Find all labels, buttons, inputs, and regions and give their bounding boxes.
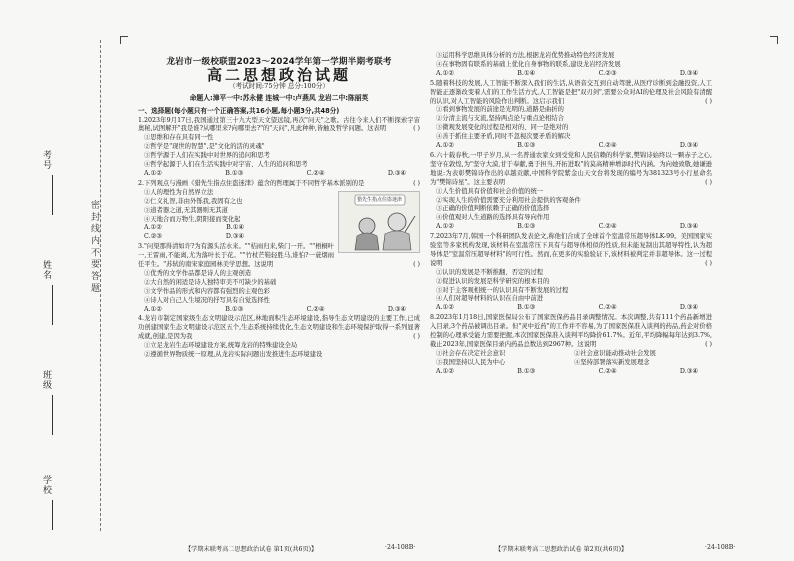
option: ①思维和存在具有同一性 [144,134,214,142]
option: ①认识的发展是不断推翻、否定的过程 [436,268,544,276]
option: ④哲学起源于人们在生活实践中对宇宙、人生的追问和思考 [144,161,308,169]
option: ③我国坚持以人民为中心 [436,358,506,366]
class-label: 班级 [41,370,51,390]
choice-a[interactable]: A.①② [436,367,454,375]
question-stem: 1.2023年9月17日,我国通过第三十九大型天文望远镜,再次"问天"之歌。古往今来人们不断探索宇宙奥秘,试图解开"我是谁?从哪里来?向哪里去?"的"天问",凡此种种,皆触及哲学问题。这表明 [138,116,420,133]
question-8 [430,314,712,376]
section-heading: 一、选择题(每小题只有一个正确答案,共16小题,每小题3分,共48分) [138,106,340,115]
option: ②社会意识能动推动社会发展 [574,349,656,357]
choice-d[interactable]: D.③④ [225,233,244,241]
answer-paren[interactable]: ( ) [413,261,420,269]
cartoon-image [338,191,420,253]
question-6 [430,152,712,232]
choice-a[interactable]: A.①② [436,69,454,77]
question-2 [138,180,420,242]
crop-mark [770,36,778,44]
option: ③微观发展变化的过程是相对的、同一是绝对的 [436,124,569,132]
choice-c[interactable]: C.②④ [598,142,617,150]
question-stem: 2.下列观点与漫画《猎先生指点住盗迷津》蕴含的哲理属于不同哲学基本派别的是 [138,179,365,187]
choice-d[interactable]: D.③④ [679,304,698,312]
choice-d[interactable]: D.③④ [387,305,406,313]
option: ②分清主流与支流,坚持两点论与重点论相结合 [436,115,564,123]
class-field[interactable] [52,395,53,435]
choice-b[interactable]: B.①③ [517,142,536,150]
answer-paren[interactable]: ( ) [413,179,420,187]
binding-strip [0,0,110,561]
question-1 [138,117,420,179]
authors-line: 命题人:漳平一中:苏永健 连城一中:卢燕凤 龙岩二中:陈丽英 [189,93,369,102]
question-4 [138,315,420,360]
question-stem: 7.2023年7月,韩国一个科研团队发表论文,称他们合成了全球首个室温常压超导体LK-99。美国国家实验室等多家机构发现,该材料在室温常压下具有与超导体相似的性质,但未能复制出其超导特性,认为超导体是"室温常压超导材料"的可行性。然而,在更多的实验验证下,该材料被判定并非超导体。这一过程说明 [430,233,712,267]
option: ②仁义礼智,非由外铄我,我固有之也 [144,197,243,205]
option: ③文学作品的形式和内容都有强烈的主观色彩 [144,287,270,295]
question-7 [430,233,712,313]
question-stem: 5.随着科技的发展,人工智能不断深入我们的生活,从语音交互到自动驾驶,从医疗诊断到金融投资,人工智能正逐渐改变着人们的工作生活方式,人工智能是把"双刃剑",需要公众对AI的伦理及社会风险有清醒的认识,对人工智能的风险作出判断。这启示我们 [430,79,712,105]
answer-paren[interactable]: ( ) [705,97,712,105]
answer-paren[interactable]: ( ) [705,341,712,348]
option: ②促进认识的发展是科学研究的根本目的 [436,277,550,285]
choice-b[interactable]: B.①③ [517,223,536,231]
option: ②哲学是"现世的智慧",是"文化的活的灵魂" [144,143,265,151]
choice-a[interactable]: A.①② [436,304,454,312]
choice-a[interactable]: A.①② [436,223,454,231]
option: ①看到事物发展的前途是光明的,道路是曲折的 [436,106,564,114]
option: ③运用科学思维具体分析的方法,根据龙岩优势推动特色经济发展 [436,52,615,59]
footer-left: 【学期末联考高二思想政治试卷 第1页(共6页)】 [185,546,318,553]
option: ①立足龙岩生态环境建设方案,统筹龙岩的特殊建设全局 [144,342,298,350]
footer-right-code: ·24-108B· [705,544,736,551]
choice-a[interactable]: A.①② [144,169,162,177]
answer-paren[interactable]: ( ) [413,125,420,133]
answer-paren[interactable]: ( ) [413,333,420,341]
option: ③对于主客观相统一的认识具有不断发展的过程 [436,286,569,294]
option: ②遵循世界物质统一原理,从龙岩实际问题出发推进生态环境建设 [144,351,323,359]
choice-c[interactable]: C.②④ [598,367,617,375]
option: ①人的理性为自然界立法 [144,188,214,196]
option: ④善于抓住主要矛盾,同时不忽视次要矛盾的解决 [436,133,571,141]
choice-d[interactable]: D.③④ [679,142,698,150]
choice-d[interactable]: D.③④ [679,69,698,77]
choice-d[interactable]: D.③④ [679,223,698,231]
footer-left-code: ·24-108B· [385,544,416,551]
question-stem: 3."问渠那得清如许?为有源头活水来。""桔雨归来,柴门一开。""梧桐叶一,王雷雨,不能离,尤为落叶长于花。""竹杖芒鞋轻胜马,谁怕?一蓑烟雨任平生。"苏轼的南宋家庭园林美学思想。这说明 [138,243,334,269]
choice-c[interactable]: C.②④ [598,223,617,231]
question-stem: 6.六十载春秋,一甲子岁月,从一名普通农家女到受党和人民信赖的科学家,樊锦诗始终以一颗赤子之心,坚守在敦煌,为"坚守大漠,甘于奉献,勇于担当,开拓进取"的莫高精神增添时代内涵。为向她致敬,她谦逊地说:为表彰樊锦诗作出的卓越贡献,中国科学院紫金山天文台将发现的编号为381323号小行星命名为"樊锦诗星"。这主要表明 [430,151,712,186]
option: ③道者器之道,无其器则无其道 [144,206,228,214]
choice-d[interactable]: D.③④ [679,367,698,375]
option: ①优秀的文学作品都是诗人的主观创造 [144,269,252,277]
choice-d[interactable]: D.③④ [387,169,406,177]
choice-a[interactable]: A.①② [144,224,162,232]
choice-b[interactable]: B.①③ [225,305,244,313]
option: ②实现人生的价值需要充分利用社会提供的客观条件 [436,196,581,204]
exam-title: 龙岩市一级校联盟2023～2024学年第一学期半期考联考 [166,57,392,67]
choice-a[interactable]: A.①② [144,305,162,313]
school-field[interactable] [52,500,53,530]
school-label: 学校 [41,475,51,495]
answer-paren[interactable]: ( ) [705,259,712,267]
option: ④人们对超导材料的认识在自由中前进 [436,295,544,303]
footer-right: 【学期末联考高二思想政治试卷 第2页(共6页)】 [495,546,628,553]
question-stem: 4.龙岩市制定国家级生态文明建设示范区,林地面积生态环境建设,指导生态文明建设的主要工作,已成功创建国家生态文明建设示范区五个,生态系统持续优化,生态文明建设和生态环境保护取得一系列显著成就,创建,是因为我 [138,315,420,341]
choice-c[interactable]: C.②④ [306,305,325,313]
left-column [138,52,420,360]
cartoon-caption: 猎先生指点住盗迷津 [357,196,403,203]
choice-b[interactable]: B.①④ [226,224,244,232]
question-5 [430,80,712,151]
question-stem: 8.2023年1月18日,国家医保局公布了国家医保药品目录调整情况。本次调整,共有111个药品新增进入目录,3个药品被调出目录。但"灵中近药"的工作并不容易,为了国家医保准入谈判的药品,药企对价格控制的心理承受能力需要把握,本次国家医保准入谈判平均降价61.7%。近年,平均降幅每年达到3.7%,截止2023年,国家医保目录内药品总数达到2967种。这说明 [430,314,712,348]
question-4-continued [430,52,712,79]
name-label: 姓名 [41,260,51,280]
choice-c[interactable]: C.②④ [306,169,325,177]
option: ①人生价值具有价值和社会价值的统一 [436,187,544,195]
option: ②大自然的闲适是诗人独特审美不可缺少的基础 [144,278,277,286]
option: ④天地合而万物生,阴阳接而变化起 [144,215,241,223]
paper-meta: （考试时间:75分钟 总分:100分） [228,81,330,90]
answer-paren[interactable]: ( ) [705,178,712,186]
choice-b[interactable]: B.①③ [517,304,536,312]
option: ④坚持部署落实新发展理念 [574,358,650,366]
right-column [430,52,712,377]
choice-b[interactable]: B.①④ [517,69,536,77]
crop-mark [120,36,128,44]
option: ④诗人对自己人生境况的抒写具有自觉选择性 [144,296,270,304]
option: ③正确的价值判断依赖于正确的价值选择 [436,205,550,213]
exam-number-label: 考号 [41,150,51,170]
seal-text: 密 封 线 内 不 要 答 题 [89,200,99,293]
name-field[interactable] [52,285,53,325]
choice-c[interactable]: C.②④ [598,304,617,312]
choice-a[interactable]: A.①② [436,142,454,150]
option: ①社会存在决定社会意识 [436,349,506,357]
choice-b[interactable]: B.①③ [517,367,536,375]
option: ④在事物固有联系的基础上优化自身事物的联系,建设龙岩经济发展 [436,60,621,68]
option: ③哲学源于人们在实践中对世界的追问和思考 [144,152,270,160]
choice-b[interactable]: B.①③ [225,169,244,177]
question-3 [138,243,420,314]
option: ④价值观对人生道路的选择具有导向作用 [436,214,550,222]
choice-c[interactable]: C.②③ [144,233,162,241]
exam-number-field[interactable] [52,175,53,215]
paper-title: 高二思想政治试题 [206,65,351,84]
choice-c[interactable]: C.②③ [598,69,617,77]
